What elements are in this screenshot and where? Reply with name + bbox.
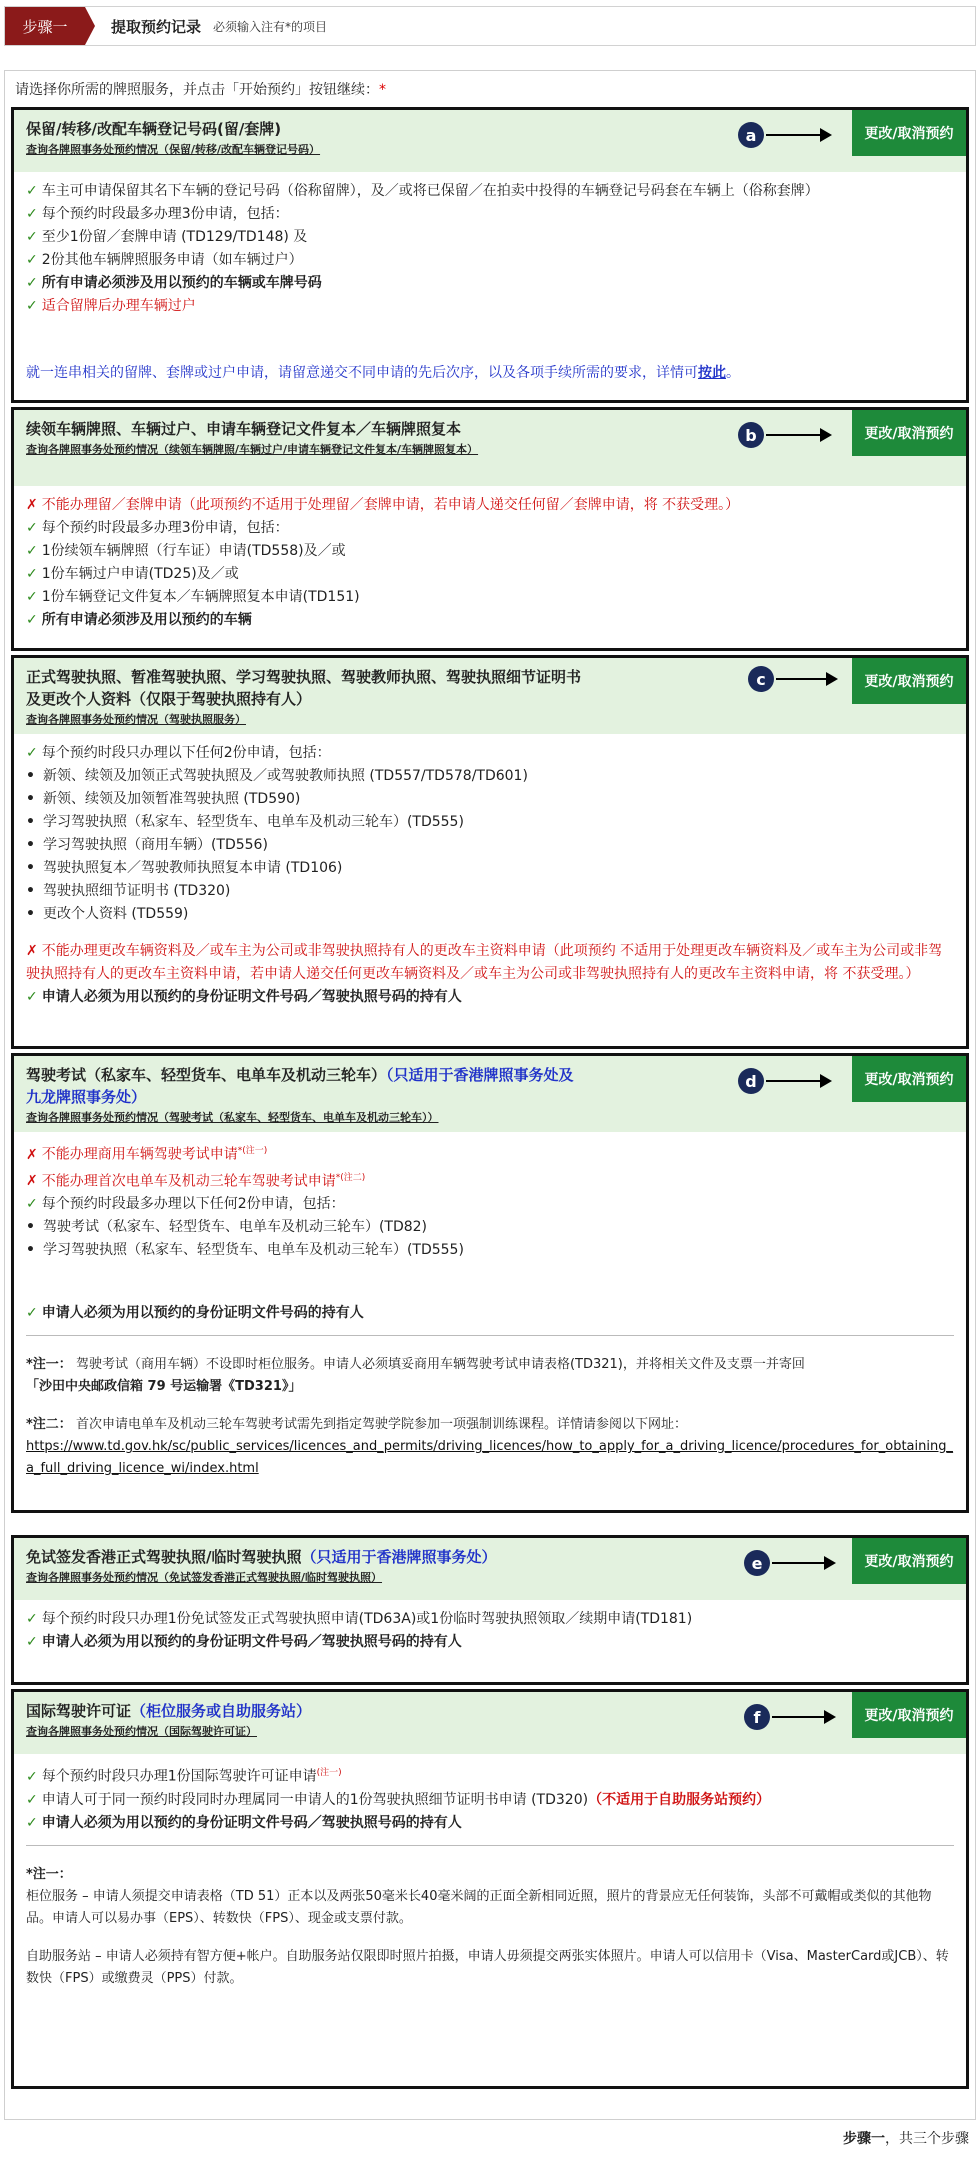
list-item: ✓ 每个预约时段只办理1份国际驾驶许可证申请$^{(注一)}$ bbox=[26, 1768, 342, 1785]
availability-link[interactable]: 查询各牌照事务处预约情况（国际驾驶许可证） bbox=[26, 1725, 257, 1738]
section-body bbox=[14, 734, 966, 1017]
note-one: *注一： 驾驶考试（商用车辆）不设即时柜位服务。申请人必须填妥商用车辆驾驶考试申请表格(TD321)，并将相关文件及支票一并寄回 「沙田中央邮政信箱 79 号运输署《TD321》」 bbox=[26, 1357, 805, 1395]
divider bbox=[26, 1845, 954, 1846]
change-cancel-button[interactable]: 更改/取消预约 bbox=[852, 1538, 966, 1584]
list-item: ✓ 所有申请必须涉及用以预约的车辆 bbox=[26, 612, 252, 628]
list-item: • 学习驾驶执照（私家车、轻型货车、电单车及机动三轮车）(TD555) bbox=[26, 1242, 464, 1259]
list-item: ✓ 2份其他车辆牌照服务申请（如车辆过户） bbox=[26, 252, 303, 268]
arrow-icon bbox=[772, 1562, 834, 1564]
section-title: 保留/转移/改配车辆登记号码(留/套牌) bbox=[26, 120, 282, 138]
marker-b-icon: b bbox=[738, 422, 764, 448]
availability-link[interactable]: 查询各牌照事务处预约情况（保留/转移/改配车辆登记号码） bbox=[26, 143, 321, 156]
availability-link[interactable]: 查询各牌照事务处预约情况（免试签发香港正式驾驶执照/临时驾驶执照） bbox=[26, 1571, 383, 1584]
section-title: 国际驾驶许可证（柜位服务或自助服务站） bbox=[26, 1702, 312, 1720]
list-item: ✓ 申请人必须为用以预约的身份证明文件号码／驾驶执照号码的持有人 bbox=[26, 989, 462, 1005]
list-item: ✗ 不能办理商用车辆驾驶考试申请$^{*(注一)}$ bbox=[26, 1146, 268, 1163]
availability-link[interactable]: 查询各牌照事务处预约情况（驾驶执照服务） bbox=[26, 713, 246, 726]
section-body bbox=[14, 486, 966, 640]
click-here-link[interactable]: 按此 bbox=[698, 365, 726, 381]
list-item: • 更改个人资料 (TD559) bbox=[26, 906, 189, 922]
instruction bbox=[15, 79, 386, 99]
arrow-icon bbox=[772, 1716, 834, 1718]
list-item: ✓ 每个预约时段最多办理以下任何2份申请，包括： bbox=[26, 1196, 345, 1213]
marker-f-icon: f bbox=[744, 1704, 770, 1730]
section-driving-test bbox=[11, 1053, 969, 1513]
divider bbox=[26, 1335, 954, 1336]
change-cancel-button[interactable]: 更改/取消预约 bbox=[852, 1692, 966, 1738]
section-title: 免试签发香港正式驾驶执照/临时驾驶执照（只适用于香港牌照事务处） bbox=[26, 1548, 497, 1566]
section-header bbox=[14, 1538, 966, 1600]
required-mark: * bbox=[379, 82, 386, 98]
section-title: 续领车辆牌照、车辆过户、申请车辆登记文件复本／车辆牌照复本 bbox=[26, 420, 462, 438]
note-one: *注一： 柜位服务 – 申请人须提交申请表格（TD 51）正本以及两张50毫米长40毫米阔的正面全新相同近照，照片的背景应无任何装饰，头部不可戴帽或类似的其他物品。申请人可以易办事（EPS）、转数快（FPS）、现金或支票付款。 自助服务站 – 申请人必须持有智方便+帐户。自助服务站仅限即时照片拍摄，申请人毋须提交两张实体照片。申请人可以信用卡（Visa、MasterCard或JCB）、转数快（FPS）或缴费灵（PPS）付款。 bbox=[26, 1866, 949, 1986]
list-item: • 学习驾驶执照（私家车、轻型货车、电单车及机动三轮车）(TD555) bbox=[26, 814, 464, 830]
sequence-note: 就一连串相关的留牌、套牌或过户申请，请留意递交不同申请的先后次序，以及各项手续所需的要求，详情可按此。 bbox=[26, 365, 740, 381]
list-item: • 驾驶执照复本／驾驶教师执照复本申请 (TD106) bbox=[26, 860, 343, 876]
list-item: ✓ 每个预约时段最多办理3份申请，包括： bbox=[26, 520, 289, 536]
change-cancel-button[interactable]: 更改/取消预约 bbox=[852, 1056, 966, 1102]
marker-a-icon: a bbox=[738, 122, 764, 148]
page-title: 提取预约记录 bbox=[111, 17, 202, 36]
section-title: 正式驾驶执照、暂准驾驶执照、学习驾驶执照、驾驶教师执照、驾驶执照细节证明书及更改个人资料（仅限于驾驶执照持有人） bbox=[26, 668, 582, 708]
list-item: • 新领、续领及加领正式驾驶执照及／或驾驶教师执照 (TD557/TD578/TD601) bbox=[26, 768, 528, 784]
section-renew-licence bbox=[11, 407, 969, 651]
list-item: ✓ 1份车辆登记文件复本／车辆牌照复本申请(TD151) bbox=[26, 589, 360, 605]
section-body bbox=[14, 172, 966, 393]
section-body bbox=[14, 1754, 966, 1998]
change-cancel-button[interactable]: 更改/取消预约 bbox=[852, 110, 966, 156]
list-item: ✗ 不能办理首次电单车及机动三轮车驾驶考试申请$^{*(注二)}$ bbox=[26, 1172, 366, 1190]
step-footer: 步骤一，共三个步骤 bbox=[843, 2131, 969, 2147]
list-item: ✓ 适合留牌后办理车辆过户 bbox=[26, 298, 196, 314]
section-driving-licence bbox=[11, 655, 969, 1049]
section-body bbox=[14, 1600, 966, 1662]
list-item: • 驾驶考试（私家车、轻型货车、电单车及机动三轮车）(TD82) bbox=[26, 1219, 428, 1236]
list-item: ✓ 申请人必须为用以预约的身份证明文件号码／驾驶执照号码的持有人 bbox=[26, 1634, 462, 1650]
list-item: ✓ 车主可申请保留其名下车辆的登记号码（俗称留牌），及／或将已保留／在拍卖中投得的车辆登记号码套在车辆上（俗称套牌） bbox=[26, 183, 819, 199]
step-header bbox=[4, 6, 976, 46]
section-title: 驾驶考试（私家车、轻型货车、电单车及机动三轮车）（只适用于香港牌照事务处及九龙牌照事务处） bbox=[26, 1066, 574, 1106]
list-item: ✓ 1份车辆过户申请(TD25)及／或 bbox=[26, 566, 239, 582]
list-item: • 学习驾驶执照（商用车辆）(TD556) bbox=[26, 837, 268, 853]
availability-link[interactable]: 查询各牌照事务处预约情况（驾驶考试（私家车、轻型货车、电单车及机动三轮车）） bbox=[26, 1111, 439, 1124]
list-item: ✓ 1份续领车辆牌照（行车证）申请(TD558)及／或 bbox=[26, 543, 346, 559]
section-header bbox=[14, 658, 966, 734]
training-url-link[interactable]: https://www.td.gov.hk/sc/public_services/licences_and_permits/driving_licences/how_to_apply_for_a_driving_licence/procedures_for_obtaining_a_full_driving_licence_wi/index.html bbox=[26, 1439, 953, 1477]
section-header bbox=[14, 1692, 966, 1754]
section-exemption-licence bbox=[11, 1535, 969, 1685]
section-header bbox=[14, 110, 966, 172]
section-header bbox=[14, 1056, 966, 1132]
list-item: • 新领、续领及加领暂准驾驶执照 (TD590) bbox=[26, 791, 301, 807]
list-item: ✗ 不能办理留／套牌申请（此项预约不适用于处理留／套牌申请，若申请人递交任何留／套牌申请，将 不获受理。） bbox=[26, 497, 740, 513]
list-item: ✓ 所有申请必须涉及用以预约的车辆或车牌号码 bbox=[26, 275, 322, 291]
warning-text: ✗ 不能办理更改车辆资料及／或车主为公司或非驾驶执照持有人的更改车主资料申请（此项预约 不适用于处理更改车辆资料及／或车主为公司或非驾驶执照持有人的更改车主资料申请，若申请人递交任何更改车辆资料及／或车主为公司或非驾驶执照持有人的更改车主资料申请，将 不获受理。） bbox=[26, 943, 943, 982]
section-international-permit bbox=[11, 1689, 969, 2089]
list-item: ✓ 申请人必须为用以预约的身份证明文件号码／驾驶执照号码的持有人 bbox=[26, 1814, 462, 1831]
list-item: ✓ 申请人可于同一预约时段同时办理属同一申请人的1份驾驶执照细节证明书申请 (TD320)（不适用于自助服务站预约） bbox=[26, 1791, 771, 1808]
note-two: *注二： 首次申请电单车及机动三轮车驾驶考试需先到指定驾驶学院参加一项强制训练课程。详情请参阅以下网址： https://www.td.gov.hk/sc/public_services/licences_and_permits/driving_licences/how_to_apply_for_a_driving_licence/procedures_for_obtaining_a_full_driving_licence_wi/index.html bbox=[26, 1417, 953, 1477]
arrow-icon bbox=[776, 678, 836, 680]
list-item: ✓ 至少1份留／套牌申请 (TD129/TD148) 及 bbox=[26, 229, 308, 245]
section-reserve-plate bbox=[11, 107, 969, 403]
service-selection-panel bbox=[4, 70, 976, 2120]
marker-d-icon: d bbox=[738, 1068, 764, 1094]
arrow-icon bbox=[766, 1080, 830, 1082]
step-tag: 步骤一 bbox=[5, 7, 85, 45]
arrow-icon bbox=[766, 434, 830, 436]
change-cancel-button[interactable]: 更改/取消预约 bbox=[852, 410, 966, 456]
instruction-text: 请选择你所需的牌照服务，并点击「开始预约」按钮继续： bbox=[15, 82, 379, 98]
list-item: ✓ 每个预约时段最多办理3份申请，包括： bbox=[26, 206, 289, 222]
section-body bbox=[14, 1132, 966, 1488]
availability-link[interactable]: 查询各牌照事务处预约情况（续领车辆牌照/车辆过户/申请车辆登记文件复本/车辆牌照复本） bbox=[26, 443, 479, 456]
marker-c-icon: c bbox=[748, 666, 774, 692]
marker-e-icon: e bbox=[744, 1550, 770, 1576]
section-header bbox=[14, 410, 966, 486]
arrow-icon bbox=[766, 134, 830, 136]
change-cancel-button[interactable]: 更改/取消预约 bbox=[852, 658, 966, 704]
list-item: • 驾驶执照细节证明书 (TD320) bbox=[26, 883, 231, 899]
list-item: ✓ 申请人必须为用以预约的身份证明文件号码的持有人 bbox=[26, 1305, 364, 1322]
list-item: ✓ 每个预约时段只办理以下任何2份申请，包括： bbox=[26, 745, 331, 761]
list-item: ✓ 每个预约时段只办理1份免试签发正式驾驶执照申请(TD63A)或1份临时驾驶执照领取／续期申请(TD181) bbox=[26, 1611, 693, 1627]
required-note: 必须输入注有*的项目 bbox=[213, 19, 328, 34]
